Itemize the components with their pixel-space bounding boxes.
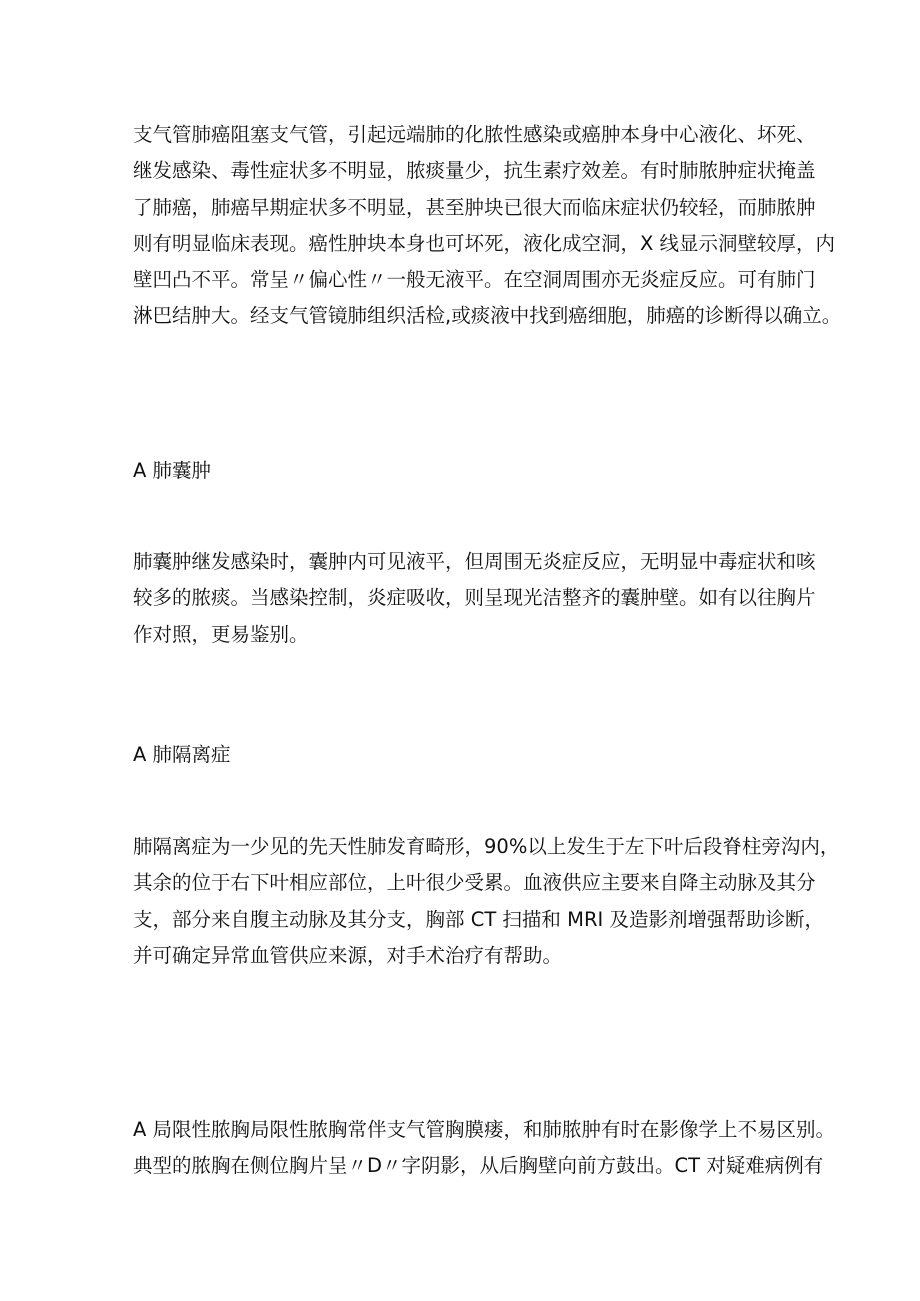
text-line: 则有明显临床表现。癌性肿块本身也可坏死，液化成空洞，X 线显示洞壁较厚，内: [133, 231, 836, 255]
paragraph-lung-cyst: [133, 544, 816, 653]
section-heading-pulmonary-sequestration: A 肺隔离症: [133, 743, 231, 766]
text-line: 淋巴结肿大。经支气管镜肺组织活检,或痰液中找到癌细胞，肺癌的诊断得以确立。: [133, 304, 842, 328]
text-line: 作对照，更易鉴别。: [133, 622, 309, 646]
text-line: 典型的脓胸在侧位胸片呈〃D〃字阴影，从后胸壁向前方鼓出。CT 对疑难病例有: [133, 1154, 824, 1178]
paragraph-localized-empyema: [133, 1112, 836, 1185]
paragraph-lung-cancer: [133, 117, 842, 335]
text-line: A 局限性脓胸局限性脓胸常伴支气管胸膜瘘，和肺脓肿有时在影像学上不易区别。: [133, 1118, 836, 1141]
text-line: 支，部分来自腹主动脉及其分支，胸部 CT 扫描和 MRI 及造影剂增强帮助诊断，: [133, 907, 824, 931]
text-line: 并可确定异常血管供应来源，对手术治疗有帮助。: [133, 943, 563, 967]
text-line: 其余的位于右下叶相应部位，上叶很少受累。血液供应主要来自降主动脉及其分: [133, 871, 816, 895]
text-line: 壁凹凸不平。常呈〃偏心性〃一般无液平。在空洞周围亦无炎症反应。可有肺门: [133, 268, 816, 292]
text-line: 支气管肺癌阻塞支气管，引起远端肺的化脓性感染或癌肿本身中心液化、坏死、: [133, 123, 816, 146]
text-line: 肺囊肿继发感染时，囊肿内可见液平，但周围无炎症反应，无明显中毒症状和咳: [133, 550, 816, 573]
text-line: 较多的脓痰。当感染控制，炎症吸收，则呈现光洁整齐的囊肿壁。如有以往胸片: [133, 586, 816, 610]
paragraph-pulmonary-sequestration: [133, 829, 840, 974]
text-line: 肺隔离症为一少见的先天性肺发育畸形，90%以上发生于左下叶后段脊柱旁沟内，: [133, 835, 840, 858]
text-line: 继发感染、毒性症状多不明显，脓痰量少，抗生素疗效差。有时肺脓肿症状掩盖: [133, 159, 816, 183]
section-heading-lung-cyst: A 肺囊肿: [133, 459, 212, 482]
text-line: 了肺癌，肺癌早期症状多不明显，甚至肿块已很大而临床症状仍较轻，而肺脓肿: [133, 195, 816, 219]
